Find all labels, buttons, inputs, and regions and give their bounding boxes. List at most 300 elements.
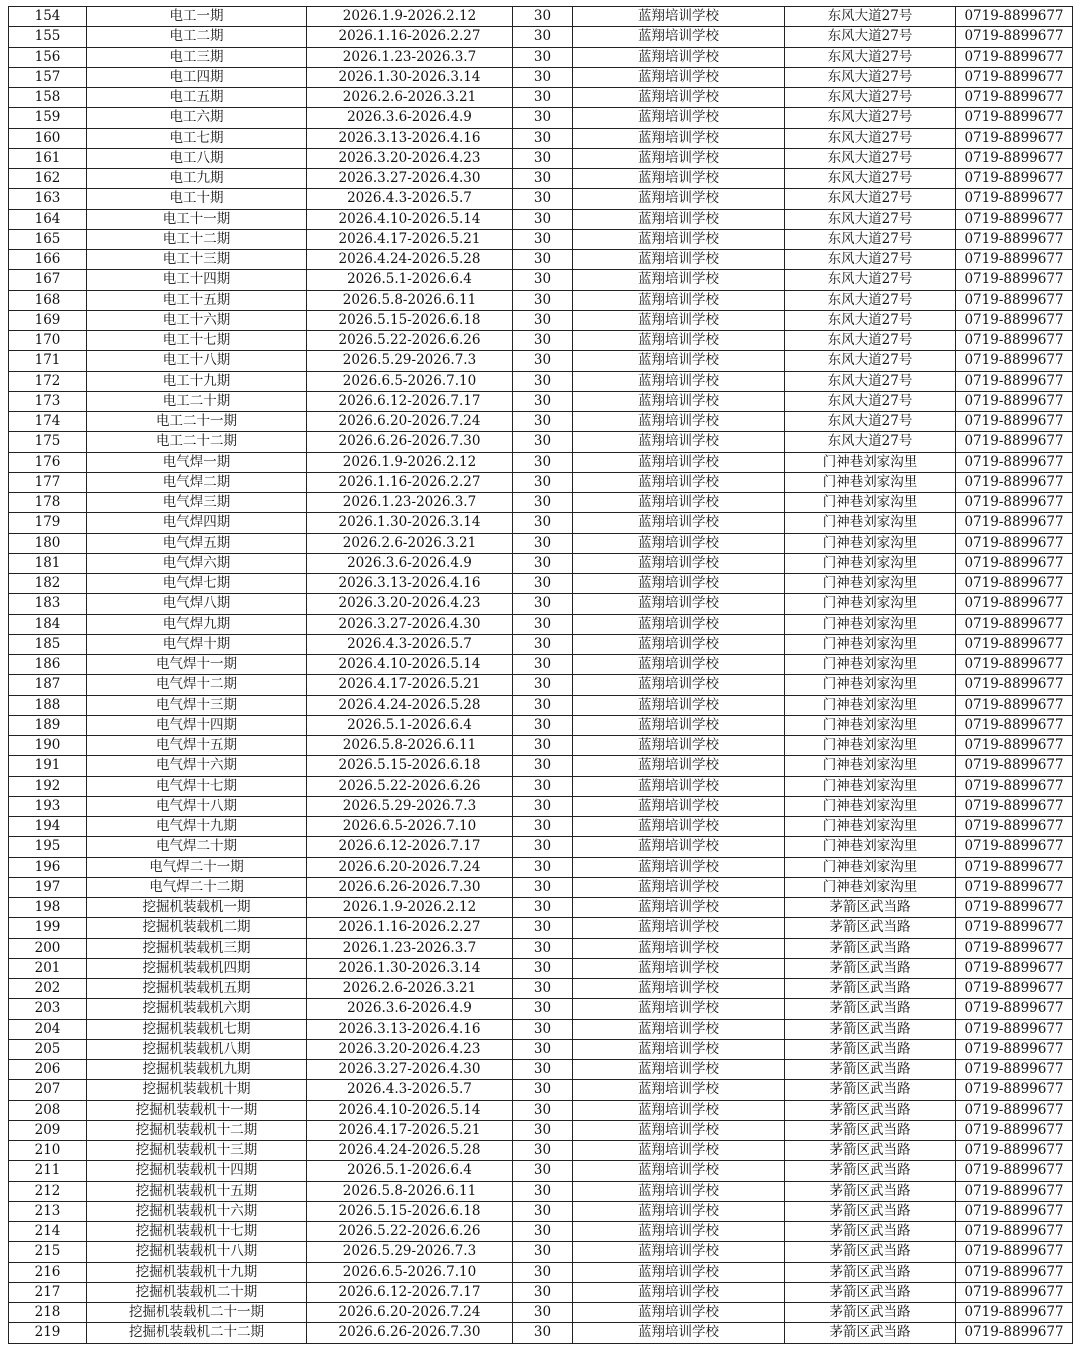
serial-cell: 186 (9, 655, 87, 675)
date-range-cell: 2026.6.12-2026.7.17 (307, 391, 513, 411)
capacity-cell: 30 (513, 634, 573, 654)
course-name-cell: 电工六期 (87, 108, 307, 128)
date-range-cell: 2026.3.13-2026.4.16 (307, 574, 513, 594)
phone-cell: 0719-8899677 (956, 594, 1073, 614)
phone-cell: 0719-8899677 (956, 796, 1073, 816)
course-name-cell: 挖掘机装载机一期 (87, 898, 307, 918)
course-name-cell: 电工九期 (87, 169, 307, 189)
capacity-cell: 30 (513, 796, 573, 816)
course-name-cell: 挖掘机装载机十七期 (87, 1222, 307, 1242)
course-name-cell: 电工十七期 (87, 331, 307, 351)
date-range-cell: 2026.5.15-2026.6.18 (307, 310, 513, 330)
phone-cell: 0719-8899677 (956, 7, 1073, 27)
serial-cell: 198 (9, 898, 87, 918)
table-row (9, 776, 1073, 796)
date-range-cell: 2026.3.20-2026.4.23 (307, 1039, 513, 1059)
course-name-cell: 电气焊十期 (87, 634, 307, 654)
phone-cell: 0719-8899677 (956, 1282, 1073, 1302)
address-cell: 东风大道27号 (785, 88, 956, 108)
date-range-cell: 2026.3.20-2026.4.23 (307, 148, 513, 168)
address-cell: 茅箭区武当路 (785, 918, 956, 938)
address-cell: 茅箭区武当路 (785, 1039, 956, 1059)
course-name-cell: 电气焊十五期 (87, 736, 307, 756)
school-cell: 蓝翔培训学校 (573, 979, 785, 999)
course-name-cell: 电气焊二期 (87, 472, 307, 492)
date-range-cell: 2026.3.27-2026.4.30 (307, 169, 513, 189)
phone-cell: 0719-8899677 (956, 270, 1073, 290)
date-range-cell: 2026.3.20-2026.4.23 (307, 594, 513, 614)
school-cell: 蓝翔培训学校 (573, 675, 785, 695)
school-cell: 蓝翔培训学校 (573, 918, 785, 938)
serial-cell: 206 (9, 1060, 87, 1080)
course-name-cell: 电工七期 (87, 128, 307, 148)
capacity-cell: 30 (513, 1323, 573, 1343)
school-cell: 蓝翔培训学校 (573, 1282, 785, 1302)
date-range-cell: 2026.2.6-2026.3.21 (307, 533, 513, 553)
course-name-cell: 电气焊九期 (87, 614, 307, 634)
table-row (9, 47, 1073, 67)
address-cell: 东风大道27号 (785, 432, 956, 452)
phone-cell: 0719-8899677 (956, 898, 1073, 918)
address-cell: 门神巷刘家沟里 (785, 614, 956, 634)
capacity-cell: 30 (513, 229, 573, 249)
phone-cell: 0719-8899677 (956, 574, 1073, 594)
course-name-cell: 电工三期 (87, 47, 307, 67)
table-row (9, 1120, 1073, 1140)
date-range-cell: 2026.6.20-2026.7.24 (307, 412, 513, 432)
date-range-cell: 2026.3.6-2026.4.9 (307, 999, 513, 1019)
serial-cell: 180 (9, 533, 87, 553)
serial-cell: 188 (9, 695, 87, 715)
date-range-cell: 2026.1.30-2026.3.14 (307, 513, 513, 533)
date-range-cell: 2026.4.10-2026.5.14 (307, 209, 513, 229)
capacity-cell: 30 (513, 1303, 573, 1323)
date-range-cell: 2026.1.9-2026.2.12 (307, 7, 513, 27)
course-name-cell: 电气焊十九期 (87, 817, 307, 837)
address-cell: 东风大道27号 (785, 128, 956, 148)
phone-cell: 0719-8899677 (956, 432, 1073, 452)
address-cell: 门神巷刘家沟里 (785, 796, 956, 816)
phone-cell: 0719-8899677 (956, 1222, 1073, 1242)
phone-cell: 0719-8899677 (956, 1100, 1073, 1120)
course-name-cell: 电工四期 (87, 67, 307, 87)
capacity-cell: 30 (513, 715, 573, 735)
phone-cell: 0719-8899677 (956, 877, 1073, 897)
course-name-cell: 挖掘机装载机二十期 (87, 1282, 307, 1302)
table-row (9, 898, 1073, 918)
table-row (9, 1282, 1073, 1302)
serial-cell: 210 (9, 1141, 87, 1161)
phone-cell: 0719-8899677 (956, 634, 1073, 654)
address-cell: 门神巷刘家沟里 (785, 675, 956, 695)
date-range-cell: 2026.6.5-2026.7.10 (307, 1262, 513, 1282)
course-name-cell: 挖掘机装载机八期 (87, 1039, 307, 1059)
date-range-cell: 2026.1.30-2026.3.14 (307, 958, 513, 978)
address-cell: 门神巷刘家沟里 (785, 817, 956, 837)
date-range-cell: 2026.6.20-2026.7.24 (307, 857, 513, 877)
phone-cell: 0719-8899677 (956, 614, 1073, 634)
school-cell: 蓝翔培训学校 (573, 1201, 785, 1221)
address-cell: 门神巷刘家沟里 (785, 877, 956, 897)
table-row (9, 756, 1073, 776)
phone-cell: 0719-8899677 (956, 371, 1073, 391)
address-cell: 东风大道27号 (785, 169, 956, 189)
table-row (9, 614, 1073, 634)
school-cell: 蓝翔培训学校 (573, 331, 785, 351)
course-name-cell: 电气焊十四期 (87, 715, 307, 735)
table-row (9, 412, 1073, 432)
school-cell: 蓝翔培训学校 (573, 310, 785, 330)
table-row (9, 675, 1073, 695)
school-cell: 蓝翔培训学校 (573, 250, 785, 270)
date-range-cell: 2026.1.23-2026.3.7 (307, 47, 513, 67)
phone-cell: 0719-8899677 (956, 1201, 1073, 1221)
table-row (9, 736, 1073, 756)
course-name-cell: 挖掘机装载机十四期 (87, 1161, 307, 1181)
address-cell: 门神巷刘家沟里 (785, 756, 956, 776)
date-range-cell: 2026.3.6-2026.4.9 (307, 553, 513, 573)
date-range-cell: 2026.5.8-2026.6.11 (307, 736, 513, 756)
date-range-cell: 2026.5.22-2026.6.26 (307, 331, 513, 351)
course-name-cell: 电工二十一期 (87, 412, 307, 432)
phone-cell: 0719-8899677 (956, 391, 1073, 411)
phone-cell: 0719-8899677 (956, 1019, 1073, 1039)
serial-cell: 174 (9, 412, 87, 432)
serial-cell: 178 (9, 493, 87, 513)
school-cell: 蓝翔培训学校 (573, 958, 785, 978)
serial-cell: 159 (9, 108, 87, 128)
course-name-cell: 电气焊二十二期 (87, 877, 307, 897)
serial-cell: 163 (9, 189, 87, 209)
school-cell: 蓝翔培训学校 (573, 877, 785, 897)
course-name-cell: 挖掘机装载机二十二期 (87, 1323, 307, 1343)
phone-cell: 0719-8899677 (956, 979, 1073, 999)
table-row (9, 493, 1073, 513)
capacity-cell: 30 (513, 290, 573, 310)
address-cell: 东风大道27号 (785, 229, 956, 249)
course-name-cell: 挖掘机装载机十三期 (87, 1141, 307, 1161)
address-cell: 门神巷刘家沟里 (785, 553, 956, 573)
serial-cell: 170 (9, 331, 87, 351)
table-row (9, 938, 1073, 958)
address-cell: 东风大道27号 (785, 351, 956, 371)
capacity-cell: 30 (513, 169, 573, 189)
address-cell: 东风大道27号 (785, 108, 956, 128)
capacity-cell: 30 (513, 553, 573, 573)
course-name-cell: 电气焊十一期 (87, 655, 307, 675)
serial-cell: 171 (9, 351, 87, 371)
phone-cell: 0719-8899677 (956, 817, 1073, 837)
capacity-cell: 30 (513, 1080, 573, 1100)
school-cell: 蓝翔培训学校 (573, 938, 785, 958)
serial-cell: 162 (9, 169, 87, 189)
school-cell: 蓝翔培训学校 (573, 1080, 785, 1100)
course-name-cell: 挖掘机装载机九期 (87, 1060, 307, 1080)
date-range-cell: 2026.6.5-2026.7.10 (307, 371, 513, 391)
school-cell: 蓝翔培训学校 (573, 776, 785, 796)
capacity-cell: 30 (513, 1120, 573, 1140)
course-name-cell: 电气焊三期 (87, 493, 307, 513)
phone-cell: 0719-8899677 (956, 250, 1073, 270)
school-cell: 蓝翔培训学校 (573, 574, 785, 594)
phone-cell: 0719-8899677 (956, 1060, 1073, 1080)
school-cell: 蓝翔培训学校 (573, 229, 785, 249)
capacity-cell: 30 (513, 756, 573, 776)
table-row (9, 209, 1073, 229)
capacity-cell: 30 (513, 371, 573, 391)
table-row (9, 128, 1073, 148)
school-cell: 蓝翔培训学校 (573, 594, 785, 614)
serial-cell: 176 (9, 452, 87, 472)
capacity-cell: 30 (513, 1181, 573, 1201)
phone-cell: 0719-8899677 (956, 47, 1073, 67)
course-name-cell: 电工十五期 (87, 290, 307, 310)
school-cell: 蓝翔培训学校 (573, 1019, 785, 1039)
course-name-cell: 挖掘机装载机十二期 (87, 1120, 307, 1140)
phone-cell: 0719-8899677 (956, 1323, 1073, 1343)
course-name-cell: 电气焊二十期 (87, 837, 307, 857)
school-cell: 蓝翔培训学校 (573, 189, 785, 209)
school-cell: 蓝翔培训学校 (573, 1060, 785, 1080)
date-range-cell: 2026.4.10-2026.5.14 (307, 1100, 513, 1120)
serial-cell: 181 (9, 553, 87, 573)
capacity-cell: 30 (513, 88, 573, 108)
phone-cell: 0719-8899677 (956, 88, 1073, 108)
capacity-cell: 30 (513, 513, 573, 533)
date-range-cell: 2026.4.24-2026.5.28 (307, 250, 513, 270)
course-name-cell: 挖掘机装载机六期 (87, 999, 307, 1019)
date-range-cell: 2026.1.9-2026.2.12 (307, 452, 513, 472)
capacity-cell: 30 (513, 776, 573, 796)
capacity-cell: 30 (513, 351, 573, 371)
address-cell: 茅箭区武当路 (785, 1303, 956, 1323)
phone-cell: 0719-8899677 (956, 209, 1073, 229)
course-name-cell: 电工十一期 (87, 209, 307, 229)
school-cell: 蓝翔培训学校 (573, 715, 785, 735)
phone-cell: 0719-8899677 (956, 412, 1073, 432)
table-row (9, 857, 1073, 877)
date-range-cell: 2026.5.8-2026.6.11 (307, 1181, 513, 1201)
serial-cell: 209 (9, 1120, 87, 1140)
phone-cell: 0719-8899677 (956, 1141, 1073, 1161)
address-cell: 门神巷刘家沟里 (785, 472, 956, 492)
phone-cell: 0719-8899677 (956, 1303, 1073, 1323)
table-row (9, 553, 1073, 573)
capacity-cell: 30 (513, 736, 573, 756)
serial-cell: 211 (9, 1161, 87, 1181)
serial-cell: 201 (9, 958, 87, 978)
table-row (9, 270, 1073, 290)
table-row (9, 229, 1073, 249)
phone-cell: 0719-8899677 (956, 1120, 1073, 1140)
school-cell: 蓝翔培训学校 (573, 1303, 785, 1323)
table-row (9, 837, 1073, 857)
address-cell: 门神巷刘家沟里 (785, 857, 956, 877)
date-range-cell: 2026.4.3-2026.5.7 (307, 1080, 513, 1100)
capacity-cell: 30 (513, 27, 573, 47)
capacity-cell: 30 (513, 877, 573, 897)
capacity-cell: 30 (513, 1039, 573, 1059)
address-cell: 东风大道27号 (785, 7, 956, 27)
serial-cell: 157 (9, 67, 87, 87)
address-cell: 茅箭区武当路 (785, 979, 956, 999)
school-cell: 蓝翔培训学校 (573, 432, 785, 452)
phone-cell: 0719-8899677 (956, 675, 1073, 695)
address-cell: 门神巷刘家沟里 (785, 837, 956, 857)
capacity-cell: 30 (513, 412, 573, 432)
phone-cell: 0719-8899677 (956, 331, 1073, 351)
school-cell: 蓝翔培训学校 (573, 351, 785, 371)
address-cell: 门神巷刘家沟里 (785, 574, 956, 594)
course-name-cell: 电气焊四期 (87, 513, 307, 533)
phone-cell: 0719-8899677 (956, 472, 1073, 492)
course-name-cell: 挖掘机装载机十一期 (87, 1100, 307, 1120)
serial-cell: 183 (9, 594, 87, 614)
date-range-cell: 2026.4.17-2026.5.21 (307, 229, 513, 249)
date-range-cell: 2026.1.16-2026.2.27 (307, 472, 513, 492)
serial-cell: 167 (9, 270, 87, 290)
address-cell: 东风大道27号 (785, 47, 956, 67)
table-row (9, 1323, 1073, 1343)
school-cell: 蓝翔培训学校 (573, 999, 785, 1019)
address-cell: 茅箭区武当路 (785, 1282, 956, 1302)
address-cell: 东风大道27号 (785, 67, 956, 87)
date-range-cell: 2026.5.1-2026.6.4 (307, 1161, 513, 1181)
address-cell: 门神巷刘家沟里 (785, 776, 956, 796)
school-cell: 蓝翔培训学校 (573, 756, 785, 776)
course-name-cell: 电工二期 (87, 27, 307, 47)
school-cell: 蓝翔培训学校 (573, 412, 785, 432)
school-cell: 蓝翔培训学校 (573, 1181, 785, 1201)
school-cell: 蓝翔培训学校 (573, 1100, 785, 1120)
address-cell: 东风大道27号 (785, 27, 956, 47)
phone-cell: 0719-8899677 (956, 310, 1073, 330)
phone-cell: 0719-8899677 (956, 189, 1073, 209)
table-row (9, 189, 1073, 209)
date-range-cell: 2026.3.27-2026.4.30 (307, 614, 513, 634)
date-range-cell: 2026.1.23-2026.3.7 (307, 938, 513, 958)
serial-cell: 158 (9, 88, 87, 108)
date-range-cell: 2026.1.9-2026.2.12 (307, 898, 513, 918)
address-cell: 茅箭区武当路 (785, 1262, 956, 1282)
phone-cell: 0719-8899677 (956, 857, 1073, 877)
address-cell: 东风大道27号 (785, 371, 956, 391)
serial-cell: 169 (9, 310, 87, 330)
table-row (9, 169, 1073, 189)
date-range-cell: 2026.5.29-2026.7.3 (307, 796, 513, 816)
address-cell: 茅箭区武当路 (785, 1323, 956, 1343)
date-range-cell: 2026.4.3-2026.5.7 (307, 634, 513, 654)
capacity-cell: 30 (513, 655, 573, 675)
capacity-cell: 30 (513, 1222, 573, 1242)
table-row (9, 452, 1073, 472)
capacity-cell: 30 (513, 189, 573, 209)
course-name-cell: 电工十四期 (87, 270, 307, 290)
table-row (9, 999, 1073, 1019)
phone-cell: 0719-8899677 (956, 999, 1073, 1019)
school-cell: 蓝翔培训学校 (573, 290, 785, 310)
school-cell: 蓝翔培训学校 (573, 796, 785, 816)
date-range-cell: 2026.3.13-2026.4.16 (307, 128, 513, 148)
capacity-cell: 30 (513, 1262, 573, 1282)
school-cell: 蓝翔培训学校 (573, 67, 785, 87)
capacity-cell: 30 (513, 67, 573, 87)
address-cell: 门神巷刘家沟里 (785, 715, 956, 735)
phone-cell: 0719-8899677 (956, 1262, 1073, 1282)
capacity-cell: 30 (513, 1242, 573, 1262)
school-cell: 蓝翔培训学校 (573, 655, 785, 675)
table-row (9, 67, 1073, 87)
capacity-cell: 30 (513, 898, 573, 918)
address-cell: 东风大道27号 (785, 148, 956, 168)
school-cell: 蓝翔培训学校 (573, 553, 785, 573)
table-row (9, 655, 1073, 675)
serial-cell: 215 (9, 1242, 87, 1262)
table-row (9, 958, 1073, 978)
date-range-cell: 2026.5.1-2026.6.4 (307, 270, 513, 290)
date-range-cell: 2026.6.5-2026.7.10 (307, 817, 513, 837)
phone-cell: 0719-8899677 (956, 148, 1073, 168)
capacity-cell: 30 (513, 432, 573, 452)
date-range-cell: 2026.5.22-2026.6.26 (307, 1222, 513, 1242)
table-row (9, 817, 1073, 837)
school-cell: 蓝翔培训学校 (573, 736, 785, 756)
capacity-cell: 30 (513, 594, 573, 614)
serial-cell: 195 (9, 837, 87, 857)
serial-cell: 192 (9, 776, 87, 796)
serial-cell: 172 (9, 371, 87, 391)
date-range-cell: 2026.6.20-2026.7.24 (307, 1303, 513, 1323)
school-cell: 蓝翔培训学校 (573, 837, 785, 857)
address-cell: 茅箭区武当路 (785, 1222, 956, 1242)
school-cell: 蓝翔培训学校 (573, 7, 785, 27)
date-range-cell: 2026.2.6-2026.3.21 (307, 88, 513, 108)
address-cell: 东风大道27号 (785, 250, 956, 270)
capacity-cell: 30 (513, 1060, 573, 1080)
school-cell: 蓝翔培训学校 (573, 614, 785, 634)
address-cell: 茅箭区武当路 (785, 1100, 956, 1120)
school-cell: 蓝翔培训学校 (573, 1323, 785, 1343)
address-cell: 东风大道27号 (785, 290, 956, 310)
capacity-cell: 30 (513, 999, 573, 1019)
table-row (9, 331, 1073, 351)
serial-cell: 189 (9, 715, 87, 735)
table-row (9, 1242, 1073, 1262)
capacity-cell: 30 (513, 310, 573, 330)
serial-cell: 164 (9, 209, 87, 229)
address-cell: 茅箭区武当路 (785, 958, 956, 978)
phone-cell: 0719-8899677 (956, 67, 1073, 87)
capacity-cell: 30 (513, 1019, 573, 1039)
address-cell: 门神巷刘家沟里 (785, 452, 956, 472)
school-cell: 蓝翔培训学校 (573, 209, 785, 229)
course-name-cell: 电工二十二期 (87, 432, 307, 452)
school-cell: 蓝翔培训学校 (573, 452, 785, 472)
phone-cell: 0719-8899677 (956, 756, 1073, 776)
address-cell: 门神巷刘家沟里 (785, 594, 956, 614)
date-range-cell: 2026.4.17-2026.5.21 (307, 675, 513, 695)
date-range-cell: 2026.4.17-2026.5.21 (307, 1120, 513, 1140)
school-cell: 蓝翔培训学校 (573, 634, 785, 654)
school-cell: 蓝翔培训学校 (573, 108, 785, 128)
address-cell: 门神巷刘家沟里 (785, 533, 956, 553)
date-range-cell: 2026.5.1-2026.6.4 (307, 715, 513, 735)
date-range-cell: 2026.5.29-2026.7.3 (307, 351, 513, 371)
course-name-cell: 挖掘机装载机三期 (87, 938, 307, 958)
date-range-cell: 2026.1.16-2026.2.27 (307, 918, 513, 938)
course-name-cell: 挖掘机装载机十五期 (87, 1181, 307, 1201)
course-name-cell: 电气焊六期 (87, 553, 307, 573)
